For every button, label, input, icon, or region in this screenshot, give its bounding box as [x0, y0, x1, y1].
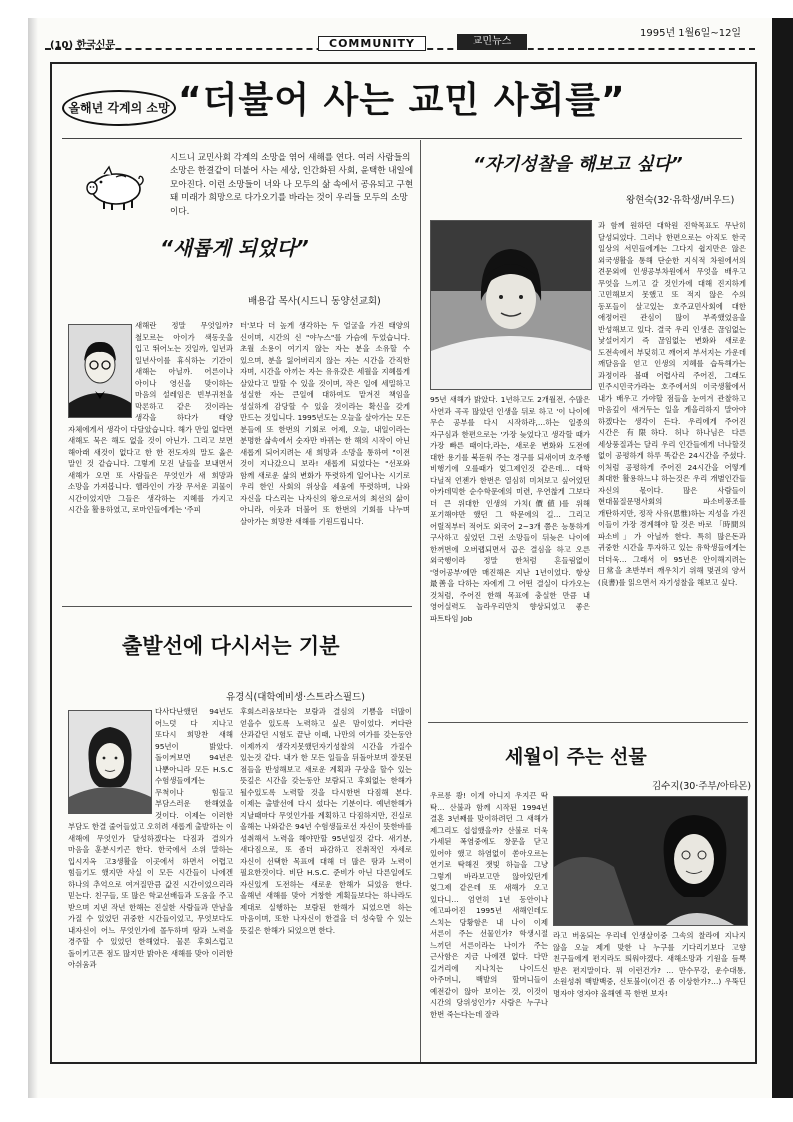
page-title: “더불어 사는 교민 사회를” — [178, 80, 626, 121]
article-title: 출발선에 다시서는 기분 — [122, 634, 340, 658]
article-byline: 왕현숙(32·유학생/버우드) — [626, 195, 735, 206]
article-body-col2: 라고 버움되는 우리네 인생살이중 그속의 찰라에 지나지 않을 오늘 제게 맞한 나 누구를 기다리기보다 고향 친구들에게 편지라도 띄워야겠다. 새해소망과 기원을 듬뿍 받은 편지말이다. 뭐 이런건가? … 만수무강, 운수대통, 소원성취 백발백중, 신토불이(이건 좀 이상한가?…) 우뚝딘 명자야 영자야 올해엔 꼭 한번 보자! — [553, 931, 746, 998]
article-title: 세월이 주는 선물 — [505, 746, 647, 768]
issue-date: 1995년 1월6일~12일 — [640, 28, 742, 39]
photo-wrap — [68, 706, 155, 814]
article-body-col2: 과 함께 원하던 대학원 진학목표도 무난히 달성되었다. 그러나 한편으로는 아직도 한국 일상의 서민들에게는 그다지 쉽지만은 않은 외국생활을 통해 단순한 지식적 차원에서의 견문외에 인생공부차원에서 무엇을 배우고 무엇을 느끼고 갈 것인가에 대해 진지하게 고민해보지 못했고 또 적지 않은 수의 동포들이 살고있는 호주교민사회에 대한 애정어린 관심이 많이 부족했었음을 반성해보고 있다. 결국 우리 인생은 끊임없는 낯설어지기 즉 끊임없는 변화와 새로운 도전속에서 부딪히고 깨어져 부서지는 가운데 깨달음을 얻고 인생의 지혜를 습득해가는 과정이라 볼때 어렵사리 주어진, 그래도 민주시민국가라는 호주에서의 이국생활에서 내가 배우고 가야할 점들을 눈여겨 관찰하고 마음깊이 새겨두는 일을 게을리하지 말아야 하겠다는 생각이 든다. 우리에게 주어진 시간은 有限하다. 허나 하나님은 다른 세상풍질과는 달리 우리 인간들에게 너나할것 없이 공평하게 하루 똑같은 24시간을 주셨다. 이처럼 공평하게 주어진 24시간을 어떻게 최대한 활용하느냐 하는것은 우리 개별인간들 자신의 몫이다. 많은 사람들이 현대물질문명사회의 파소비풍조를 개탄하지만, 정작 사유(思惟)하는 지성을 가진 이들이 가장 경계해야 할 것은 바로 「時間의 파소비」가 아닐까 한다. 특히 많은돈과 귀중한 시간을 투자하고 있는 유학생들에게는 더더욱… 그래서 이 95년은 안이해지려는 日常을 초반부터 깨우치기 위해 몇권의 양서(良書)를 읽으면서 자기성찰을 해보고 싶다. — [598, 221, 746, 587]
section-name: COMMUNITY — [318, 36, 426, 51]
article-text: 다사다난했던 94년도 어느덧 다 지나고 또다시 희망찬 새해 95년이 밝았다. 돌이켜보면 94년은 나뿐아니라 모든 H.S.C 수험생들에게는 무척이나 힘들고 부담스러운 한해였을 것이다. 이제는 이러한 부담도 한결 줄어들었고 오히려 새롭게 출발하는 이 새해에 무엇인가 달성하겠다는 다짐과 결의가 마음을 훈분시키곤 한다. 한국에서 소위 말하는 입시지옥 고3생활을 이곳에서 하면서 어렵고 힘들기도 했지만 사실 이 모든 시간들이 나에겐 하나의 추억으로 여겨질만큼 값진 시간이었으리라 믿는다. 친구들, 또 많은 학교선배들과 도움을 주고 받으며 지낸 작년 한해는 진실한 사람들과 만남을 가질 수 있었던 귀중한 시간들이었고, 무엇보다도 내자신이 어느 무엇인가에 몰두하며 땀과 노력을 경주할 수 있었던 한해였다. 물론 후회스럽고 돌이키고픈 점도 많지만 밝아온 새해를 맞아 이러한 아쉬움과 — [68, 707, 233, 969]
article-title: “자기성찰을 해보고 싶다” — [473, 154, 683, 175]
article-text: 새해란 정말 무엇일까? 철모르는 아이가 색동옷을 입고 뛰어노는 것일까, 일년과 일년사이를 휴식하는 기간이 새해는 아닐까. 어른이나 아이나 영신을 맞이하는 마음의 설레임은 빈부귀천을 막론하고 같은 것이라는 생각을 하다가 태양 자체에게서 생각이 다달았습니다. 해가 만일 없다면 새해도 묵은 해도 없을 것이 아닌가. 그리고 보면 해아래 새것이 없다고 한 한 전도자의 말도 옳은 말인 것 같습니다. 그렇게 모진 날들을 보내면서 새해가 오면 또 사람들은 무엇인가 새 희망과 소망을 가져봅니다. 헬라인이 가장 무서운 괴물이 시간이었지만 그들은 생각하는 지혜를 가지고 시간을 활용하였고, 로마인들에게는 '주피 — [68, 321, 233, 514]
section-divider — [428, 722, 748, 723]
article-byline: 김수지(30·주부/아타몬) — [652, 781, 752, 792]
article-body-col1 — [68, 320, 233, 602]
article-body-col2: 터'보다 더 높게 생각하는 두 얼굴을 가진 태양의 신이며, 시간의 신 "야누스"를 가슴에 두었습니다. 초월 소용이 여기지 않는 자는 분을 소유할 수 있으며, 분을 잃어버리지 않는 자는 시간을 간직한 자며, 시간을 아끼는 자는 유유갔은 세월을 지혜롭게 살았다고 말할 수 있을 것이며, 작은 일에 세밀하고 성실한 자는 큰일에 대하여도 맡겨진 책임을 성실하게 감당할 수 있을 것이라는 확신을 갖게 만드는 것입니다. 1995년도는 오늘을 살아가는 모든 분들에 또 한번의 기회로 어제, 오늘, 내일이라는 분명한 삶속에서 숫자만 바뀌는 한 해의 시작이 아닌 새롭게 되어지려는 새 희망과 소망을 통하여 "이전 것이 지나갔으니 보라! 새롭게 되었다는 "선포와 함께 새로운 삶의 변화가 뚜렷하게 일어나는 시기로 우리 한인 사회의 위상을 세움에 뚜렷하며, 나와 자신을 다스리는 나자신의 왕으로서의 최선의 삶이 아니라, 이웃과 더불어 또 한번의 기회를 나누며 살아가는 희망찬 새해를 기원드립니다. — [240, 321, 410, 526]
scan-shadow — [28, 18, 38, 1098]
article-title: “새롭게 되었다” — [160, 236, 309, 260]
author-photo — [553, 796, 748, 926]
article-body-col2: 후회스러움보다는 보람과 결심의 기쁨을 더많이 얻을수 있도록 노력하고 싶은 맘이었다. 커다란 산과같던 시험도 끝난 이때, 나만의 여가를 갖는동안 이제까지 생각지못했던자기성찰의 시간을 가질수 있는것 같다. 내가 한 모든 일들을 뒤돌아보며 잘못된 점들을 반성해보고 새로운 계획과 구상을 할수 있는 뜻깊은 시간을 갖는동안 보람되고 후회없는 한해가 될수있도록 노력할 것을 다시한번 다짐해 본다. 이제는 출발선에 다시 섰다는 기분이다. 예년한해가 지날때마다 무엇인가를 계획하고 다짐하지만, 진실로 올해는 나와같은 94년 수험생들로선 자신이 뜻한바를 성취해서 노력을 해야만할 95년일것 같다. 새기분, 새다짐으로, 또 좀더 파감하고 진취적인 자세로 자신이 선택한 목표에 대해 더 많은 땀과 노력이 필요한것이다. 비단 H.S.C. 준비가 아닌 다른일에도 자신있게 도전하는 새로운 한해가 되었음 한다. 올해년 새해를 맞아 거창한 계획들보다는 하나라도 제대로 실행하는 보람된 한해가 되었으면 하는 마음이며, 또한 나자신이 한결을 더 성숙할 수 있는 뜻깊은 한해가 되었으면 한다. — [240, 707, 412, 935]
article-byline: 유경식(대학예비생·스트라스필드) — [226, 692, 365, 703]
section-tab: 교민뉴스 — [457, 34, 527, 50]
article-body-col1: 95년 새해가 밝았다. 1년하고도 2개월전, 수많은 사연과 곡곡 많았던 인생을 뒤로 하고 '이 나이에 무슨 공부를 다시 시작하랴,…하는 일종의 자구심과 한편으로는 '가장 늦었다고 생각할 때가 가장 빠른 때이다,라는, 새로운 변화와 도전에 대한 용기를 북돋워 주는 경구를 되새이며 호주행 비행기에 오를때가 엊그제인것 같은데… 대학 다닐적 언젠가 한번은 열심히 미쳐보고 싶어었던 아카데믹한 순수학문에의 미련, 우연찮게 그보다 더 큰 위대한 인생의 가치(價値)를 위해 포기해야만 했던 그 학문에의 길… 그리고 어릴적부터 적어도 외국어 2~3개 쯤은 능통하게 구사하고 싶었던 그런 소망들이 뒤늦은 나이에 한꺼번에 오버랩되면서 곱은 결심을 하고 오른 외국행이라 정말 한처럼 흔들림없이 '영어공부'에만 매진해온 지난 1년이었다. 항상 最善을 다하는 자에게 그 어떤 결실이 다가오는 것처럼, 주어진 한해 목표에 충실한 만큼 내 영어실력도 놀라우리만치 향상되었고 좋은 파트타임 Job — [430, 395, 590, 623]
column-divider — [420, 140, 421, 1062]
intro-text: 시드니 교민사회 각계의 소망을 엮어 새해를 연다. 여러 사람들의 소망은 한결같이 더불어 사는 세상, 인간화된 사회, 윤택한 내일에 모아진다. 이런 소망들이 너와 나 모두의 삶 속에서 공유되고 구현돼 미래가 희망으로 다가오기를 바라는 것이 우리들 모두의 소망이다. — [170, 153, 414, 217]
author-photo — [430, 220, 592, 390]
scan-edge — [772, 18, 793, 1098]
title-divider — [62, 138, 742, 139]
series-label: 올해년 각계의 소망 — [62, 90, 176, 126]
photo-wrap — [68, 320, 135, 418]
article-body-col1 — [68, 706, 233, 1061]
section-divider — [62, 606, 412, 607]
article-byline: 배용갑 목사(시드니 동양선교회) — [248, 296, 381, 307]
article-body-col1: 우르릉 쾅! 이게 아니지 우지끈 딱 탁… 산불과 함께 시작된 1994년 결혼 3년째를 맞이하려던 그 새해가 제그리도 섭섭했을까? 산불로 더욱 가세된 폭염중에도 창문을 닫고 있어야 했고 하염없이 쏟아오르는 연기로 탁해진 잿빛 하늘을 그냥 그렇게 바라보고만 않아있던게 엊그제 같은데 또 새해가 오고 있다니… 엄연히 1년 동안이나 에고파어진 1995년 새해인데도 스치는 당황함은 내 나이 이제 서른이 주는 선물인가? 학생시절 느끼던 서른이라는 나이가 주는 근사함은 지금 나에겐 없다. 다만 길거리에 지나치는 나이드신 아주머니, 백발의 할머니들이 예전같이 않아 보이는 것, 이것이 시간의 당위성인가? 사람은 누구나 한번 죽는다는데 잘라 — [430, 791, 548, 1019]
pig-icon — [82, 163, 146, 213]
page-label: (10) 한국신문 — [50, 40, 116, 51]
